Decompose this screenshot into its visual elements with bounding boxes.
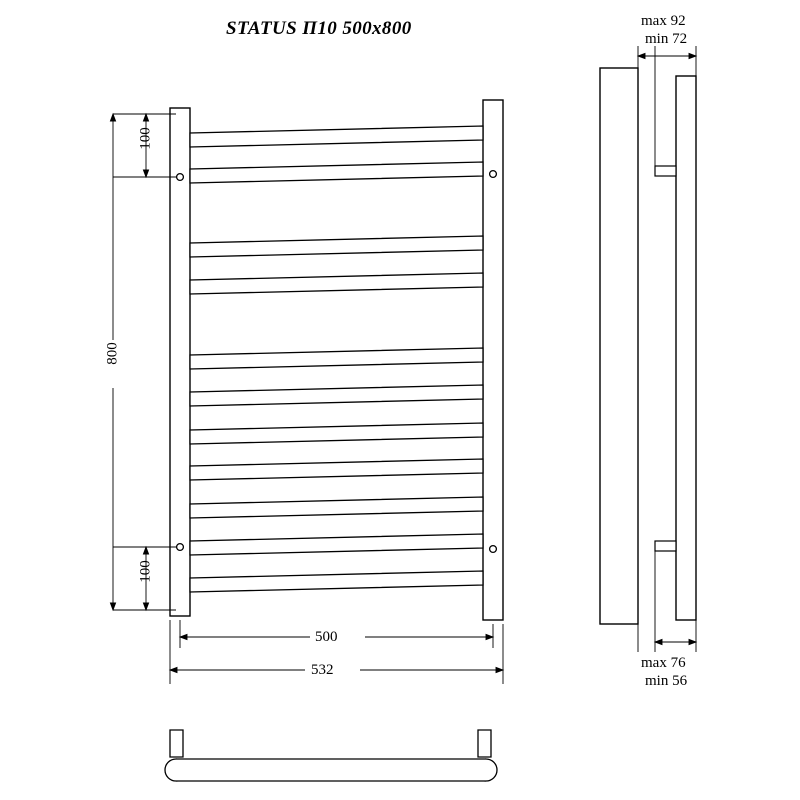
dim-label-outer-width: 532 — [311, 662, 334, 678]
top-view — [165, 730, 497, 781]
dim-label-inner-width: 500 — [315, 629, 338, 645]
side-body — [676, 76, 696, 620]
side-wall-panel — [600, 68, 638, 624]
dim-label-bottom-offset: 100 — [137, 560, 154, 583]
drawing-title: STATUS П10 500x800 — [226, 18, 412, 39]
dim-label-bracket-min: min 56 — [645, 673, 688, 689]
dim-label-top-offset: 100 — [137, 127, 154, 150]
dim-label-bracket-max: max 76 — [641, 655, 686, 671]
front-rails — [190, 126, 483, 592]
dim-label-depth-min: min 72 — [645, 31, 688, 47]
front-right-collector — [483, 100, 503, 620]
front-left-collector — [170, 108, 190, 616]
side-brackets — [655, 166, 676, 551]
dim-label-height: 800 — [104, 342, 121, 365]
dim-label-depth-max: max 92 — [641, 13, 686, 29]
